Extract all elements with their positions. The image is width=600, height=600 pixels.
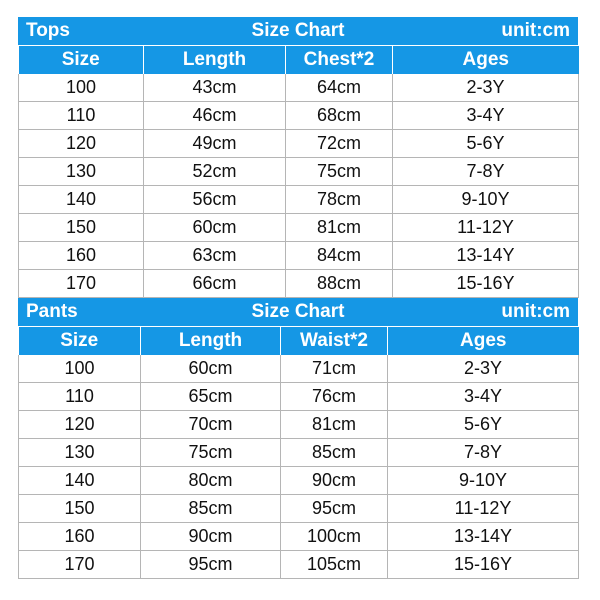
table-cell: 90cm	[281, 467, 388, 495]
pants-chart-title: Size Chart	[251, 301, 345, 322]
table-row	[19, 495, 579, 523]
table-cell: 52cm	[144, 158, 286, 186]
table-cell: 170	[19, 551, 141, 579]
table-row	[19, 242, 579, 270]
table-cell: 13-14Y	[388, 523, 579, 551]
table-cell: 13-14Y	[393, 242, 579, 270]
table-cell: 11-12Y	[388, 495, 579, 523]
table-row	[19, 214, 579, 242]
tops-col-ages-header: Ages	[393, 46, 579, 75]
pants-size-chart	[18, 298, 578, 579]
table-row	[19, 270, 579, 298]
table-cell: 81cm	[281, 411, 388, 439]
table-cell: 85cm	[141, 495, 281, 523]
table-cell: 3-4Y	[393, 102, 579, 130]
table-cell: 7-8Y	[393, 158, 579, 186]
table-cell: 100	[19, 355, 141, 383]
table-cell: 100	[19, 74, 144, 102]
tops-col-size-header: Size	[19, 46, 144, 75]
table-cell: 140	[19, 467, 141, 495]
table-cell: 105cm	[281, 551, 388, 579]
pants-category-label: Pants	[26, 301, 78, 322]
table-cell: 43cm	[144, 74, 286, 102]
table-cell: 71cm	[281, 355, 388, 383]
table-row	[19, 383, 579, 411]
table-row	[19, 411, 579, 439]
table-cell: 120	[19, 411, 141, 439]
table-row	[19, 355, 579, 383]
table-cell: 9-10Y	[393, 186, 579, 214]
table-row	[19, 74, 579, 102]
table-cell: 150	[19, 214, 144, 242]
table-cell: 81cm	[286, 214, 393, 242]
tops-category-label: Tops	[26, 20, 70, 41]
table-cell: 7-8Y	[388, 439, 579, 467]
table-cell: 170	[19, 270, 144, 298]
pants-col-size-header: Size	[19, 327, 141, 356]
table-cell: 68cm	[286, 102, 393, 130]
tops-col-chest-header: Chest*2	[286, 46, 393, 75]
table-cell: 140	[19, 186, 144, 214]
table-cell: 66cm	[144, 270, 286, 298]
table-cell: 110	[19, 102, 144, 130]
table-cell: 56cm	[144, 186, 286, 214]
table-cell: 160	[19, 523, 141, 551]
pants-title-bar	[18, 298, 578, 326]
table-cell: 5-6Y	[393, 130, 579, 158]
table-cell: 63cm	[144, 242, 286, 270]
table-cell: 5-6Y	[388, 411, 579, 439]
tops-size-chart	[18, 17, 578, 298]
table-cell: 80cm	[141, 467, 281, 495]
table-cell: 150	[19, 495, 141, 523]
table-row	[19, 186, 579, 214]
table-cell: 160	[19, 242, 144, 270]
table-cell: 15-16Y	[388, 551, 579, 579]
table-cell: 3-4Y	[388, 383, 579, 411]
table-cell: 75cm	[141, 439, 281, 467]
tops-title-bar	[18, 17, 578, 45]
table-cell: 110	[19, 383, 141, 411]
pants-header-row	[19, 327, 579, 356]
table-cell: 85cm	[281, 439, 388, 467]
table-cell: 120	[19, 130, 144, 158]
table-row	[19, 158, 579, 186]
table-cell: 90cm	[141, 523, 281, 551]
tops-col-length-header: Length	[144, 46, 286, 75]
pants-col-length-header: Length	[141, 327, 281, 356]
table-row	[19, 551, 579, 579]
table-cell: 76cm	[281, 383, 388, 411]
pants-size-table	[18, 326, 579, 579]
table-cell: 84cm	[286, 242, 393, 270]
table-cell: 78cm	[286, 186, 393, 214]
table-cell: 11-12Y	[393, 214, 579, 242]
table-cell: 2-3Y	[393, 74, 579, 102]
pants-unit-label: unit:cm	[501, 301, 570, 322]
table-row	[19, 130, 579, 158]
table-cell: 95cm	[141, 551, 281, 579]
table-row	[19, 102, 579, 130]
table-cell: 46cm	[144, 102, 286, 130]
pants-col-waist-header: Waist*2	[281, 327, 388, 356]
table-row	[19, 439, 579, 467]
table-cell: 75cm	[286, 158, 393, 186]
table-cell: 64cm	[286, 74, 393, 102]
table-cell: 130	[19, 439, 141, 467]
table-cell: 9-10Y	[388, 467, 579, 495]
table-cell: 95cm	[281, 495, 388, 523]
table-cell: 2-3Y	[388, 355, 579, 383]
table-cell: 70cm	[141, 411, 281, 439]
tops-size-table	[18, 45, 579, 298]
tops-chart-title: Size Chart	[251, 20, 345, 41]
tops-unit-label: unit:cm	[501, 20, 570, 41]
tops-header-row	[19, 46, 579, 75]
table-cell: 88cm	[286, 270, 393, 298]
table-cell: 15-16Y	[393, 270, 579, 298]
table-cell: 65cm	[141, 383, 281, 411]
table-cell: 60cm	[141, 355, 281, 383]
table-cell: 130	[19, 158, 144, 186]
pants-col-ages-header: Ages	[388, 327, 579, 356]
table-cell: 72cm	[286, 130, 393, 158]
table-row	[19, 467, 579, 495]
table-cell: 49cm	[144, 130, 286, 158]
table-row	[19, 523, 579, 551]
table-cell: 100cm	[281, 523, 388, 551]
table-cell: 60cm	[144, 214, 286, 242]
